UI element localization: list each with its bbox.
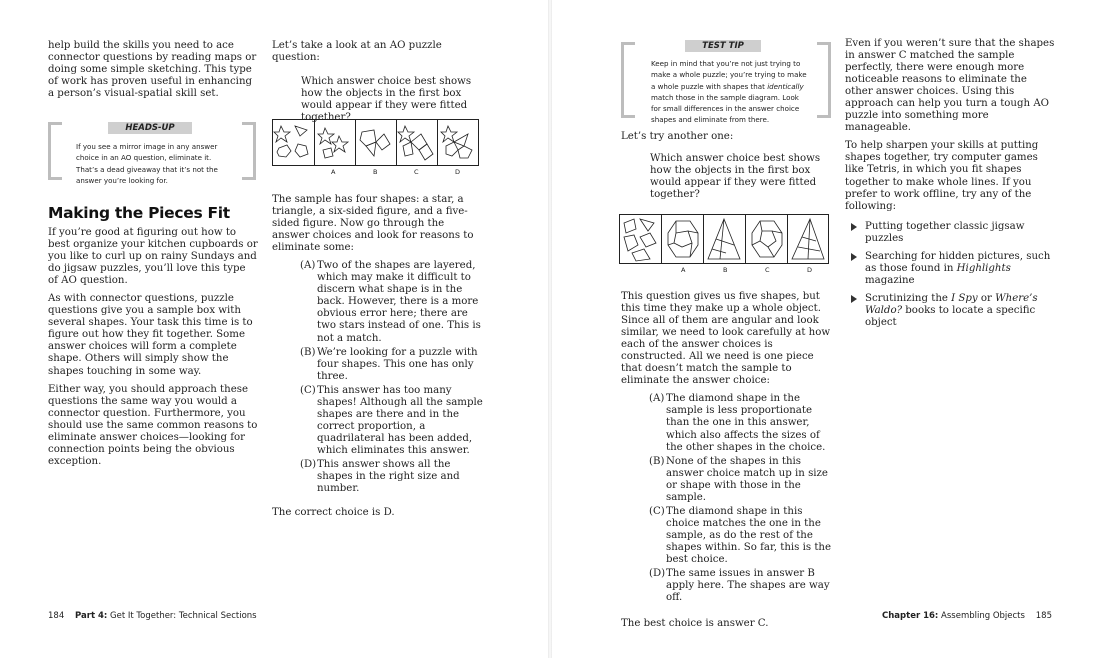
answer-text: This answer shows all the shapes in the right size and number. — [317, 458, 460, 495]
answer-text: None of the shapes in this answer choice match up in size or shape with those in the sample. — [666, 455, 828, 503]
left-footer — [48, 610, 257, 622]
figure-boxes — [619, 214, 829, 264]
paragraph-2: As with connector questions, puzzle questions give you a sample box with several shapes. Your task this time is to figure out how they fit together. Some answer choices will form a complete shape. Others will simply show the shapes touching in some way. — [48, 293, 253, 377]
conclusion-text: The correct choice is D. — [272, 507, 395, 519]
figure-boxes — [272, 119, 479, 166]
list-item-emphasis: I Spy — [951, 292, 978, 304]
left-page-column-1-body — [48, 227, 258, 474]
answer-b-shapes — [704, 215, 745, 263]
answer-a-shapes — [662, 215, 703, 263]
answer-c-shapes — [397, 120, 437, 165]
answer-text: We’re looking for a puzzle with four shapes. This one has only three. — [317, 346, 478, 382]
answer-box-c — [746, 215, 788, 263]
puzzle-figure-2 — [619, 214, 831, 276]
answer-item — [300, 260, 484, 344]
answer-letter: (D) — [649, 568, 666, 580]
sample-box — [273, 120, 315, 165]
list-item-text-part: magazine — [865, 274, 915, 286]
part-title: Get It Together: Technical Sections — [110, 611, 257, 621]
answer-item — [649, 568, 833, 604]
figure-label-a: A — [331, 168, 336, 176]
list-item — [851, 293, 1055, 329]
answer-letter: (A) — [649, 393, 665, 405]
book-gutter — [548, 0, 552, 658]
figure-label-c: C — [765, 266, 770, 274]
list-item-text — [865, 251, 1055, 287]
answer-box-b — [356, 120, 397, 165]
left-page-number: 184 — [48, 611, 65, 621]
callout-bracket-left — [621, 42, 635, 118]
figure-label-a: A — [681, 266, 686, 274]
callout-bracket-right — [242, 122, 256, 180]
list-item-text-part: Searching for hidden pictures, such as those found in — [865, 250, 1051, 274]
bullet-triangle-icon — [851, 253, 857, 261]
lead-text: Let’s try another one: — [621, 131, 734, 142]
right-footer — [882, 610, 1052, 622]
answer-d-shapes — [438, 120, 478, 165]
heads-up-callout — [48, 122, 256, 185]
question-text: Which answer choice best shows how the objects in the first box would appear if they were fitted together? — [301, 76, 472, 124]
list-item — [851, 251, 1055, 287]
answer-box-d — [788, 215, 829, 263]
answer-text: The diamond shape in the sample is less proportionate than the one in this answer, which also affects the sizes of the other shapes in the choice. — [666, 393, 826, 453]
right-page-column-1 — [621, 131, 833, 209]
test-tip-tag: TEST TIP — [685, 40, 761, 52]
answer-box-b — [704, 215, 746, 263]
sample-shapes — [620, 215, 661, 263]
list-item-emphasis: Highlights — [956, 262, 1011, 274]
answer-letter: (C) — [300, 384, 316, 396]
answer-list — [272, 260, 484, 495]
answer-letter: (B) — [649, 455, 665, 467]
bullet-triangle-icon — [851, 223, 857, 231]
heads-up-text: If you see a mirror image in any answer choice in an AO question, eliminate it. That’s a dead giveaway that it’s not the answer you’re looking for. — [76, 142, 218, 185]
answer-box-a — [662, 215, 704, 263]
answer-item — [300, 347, 484, 383]
chapter-title: Assembling Objects — [941, 611, 1025, 621]
left-page-column-2-body — [272, 194, 484, 525]
answer-letter: (A) — [300, 260, 316, 272]
callout-bracket-right — [817, 42, 831, 118]
lead-text: Let’s take a look at an AO puzzle question: — [272, 40, 442, 64]
bullet-triangle-icon — [851, 295, 857, 303]
test-tip-text-part-2: match those in the sample diagram. Look for small differences in the answer choice shapes and eliminate from there. — [651, 92, 800, 125]
answer-c-shapes — [746, 215, 787, 263]
explanation-text: This question gives us five shapes, but this time they make up a whole object. Since all of them are angular and look similar, we need to look carefully at how each of the answer choices is constructed. All we need is one piece that doesn’t match the sample to eliminate the answer choice: — [621, 291, 831, 387]
figure-label-d: D — [455, 168, 461, 176]
list-item-text-part: books to locate a specific object — [865, 304, 1036, 328]
puzzle-figure-1 — [272, 119, 480, 179]
answer-text: Two of the shapes are layered, which may make it difficult to discern what shape is in the back. However, there is a more obvious error here; there are two stars instead of one. This is not a match. — [317, 260, 481, 344]
list-item — [851, 221, 1055, 245]
callout-bracket-left — [48, 122, 62, 180]
test-tip-emphasis: identically — [767, 81, 804, 91]
answer-letter: (B) — [300, 346, 316, 358]
answer-b-shapes — [356, 120, 396, 165]
answer-box-c — [397, 120, 438, 165]
paragraph-3: Either way, you should approach these questions the same way you would a connector question. Furthermore, you should use the same common reasons to eliminate answer choices—looking for connection points being the obvious exception. — [48, 383, 258, 467]
answer-item — [300, 459, 484, 495]
left-page-column-1 — [48, 40, 258, 106]
right-page-number: 185 — [1035, 611, 1052, 621]
test-tip-text-part-1: Keep in mind that you’re not just trying to make a whole puzzle; you’re trying to make a whole puzzle with shapes that — [651, 59, 807, 91]
sample-shapes — [273, 120, 314, 165]
answer-item — [649, 506, 833, 566]
section-heading: Making the Pieces Fit — [48, 204, 230, 222]
list-item-text-part: or — [977, 292, 996, 304]
heads-up-tag: HEADS-UP — [108, 122, 192, 134]
answer-text: The diamond shape in this choice matches the one in the sample, as do the rest of the shapes within. So far, this is the best choice. — [666, 505, 832, 565]
figure-label-d: D — [807, 266, 813, 274]
figure-label-c: C — [414, 168, 419, 176]
part-label: Part 4: — [75, 611, 108, 621]
list-item-text: Putting together classic jigsaw puzzles — [865, 220, 1025, 244]
sample-box — [620, 215, 662, 263]
paragraph-1: If you’re good at figuring out how to best organize your kitchen cupboards or you like to curl up on rainy Sundays and do jigsaw puzzles, you’ll love this type of AO question. — [48, 227, 258, 287]
answer-a-shapes — [315, 120, 355, 165]
list-item-text-part: Scrutinizing the — [865, 292, 952, 304]
answer-letter: (D) — [300, 458, 317, 470]
right-page-column-2 — [845, 38, 1055, 335]
answer-box-a — [315, 120, 356, 165]
right-page-column-1-body — [621, 291, 833, 636]
answer-d-shapes — [788, 215, 829, 263]
test-tip-callout — [621, 41, 831, 125]
activity-list — [845, 221, 1055, 329]
answer-text: The same issues in answer B apply here. The shapes are way off. — [666, 568, 830, 604]
answer-box-d — [438, 120, 478, 165]
paragraph-1: Even if you weren’t sure that the shapes in answer C matched the sample perfectly, there were enough more noticeable reasons to eliminate the other answer choices. Using this approach can help you turn a tough AO puzzle into something more manageable. — [845, 38, 1055, 134]
answer-item — [649, 456, 833, 504]
intro-paragraph: help build the skills you need to ace connector questions by reading maps or doing some simple sketching. This type of work has proven useful in enhancing a person’s visual-spatial skill set. — [48, 40, 257, 100]
figure-label-b: B — [723, 266, 728, 274]
answer-item — [300, 385, 484, 457]
list-item-text — [865, 293, 1055, 329]
test-tip-text — [651, 58, 807, 126]
question-text: Which answer choice best shows how the objects in the first box would appear if they were fitted together? — [650, 153, 821, 201]
answer-list — [621, 393, 833, 604]
explanation-text: The sample has four shapes: a star, a triangle, a six-sided figure, and a five-sided figure. Now go through the answer choices and look for reasons to eliminate some: — [272, 194, 474, 254]
chapter-label: Chapter 16: — [882, 611, 939, 621]
answer-text: This answer has too many shapes! Although all the sample shapes are there and in the correct proportion, a quadrilateral has been added, which eliminates this answer. — [317, 384, 483, 456]
conclusion-text: The best choice is answer C. — [621, 618, 769, 630]
answer-item — [649, 393, 833, 453]
list-item-emphasis: Where’s Waldo? — [865, 292, 1038, 316]
answer-letter: (C) — [649, 505, 665, 517]
paragraph-2: To help sharpen your skills at putting shapes together, try computer games like Tetris, in which you fit shapes together to make whole lines. If you prefer to work offline, try any of the following: — [845, 140, 1039, 212]
figure-label-b: B — [373, 168, 378, 176]
